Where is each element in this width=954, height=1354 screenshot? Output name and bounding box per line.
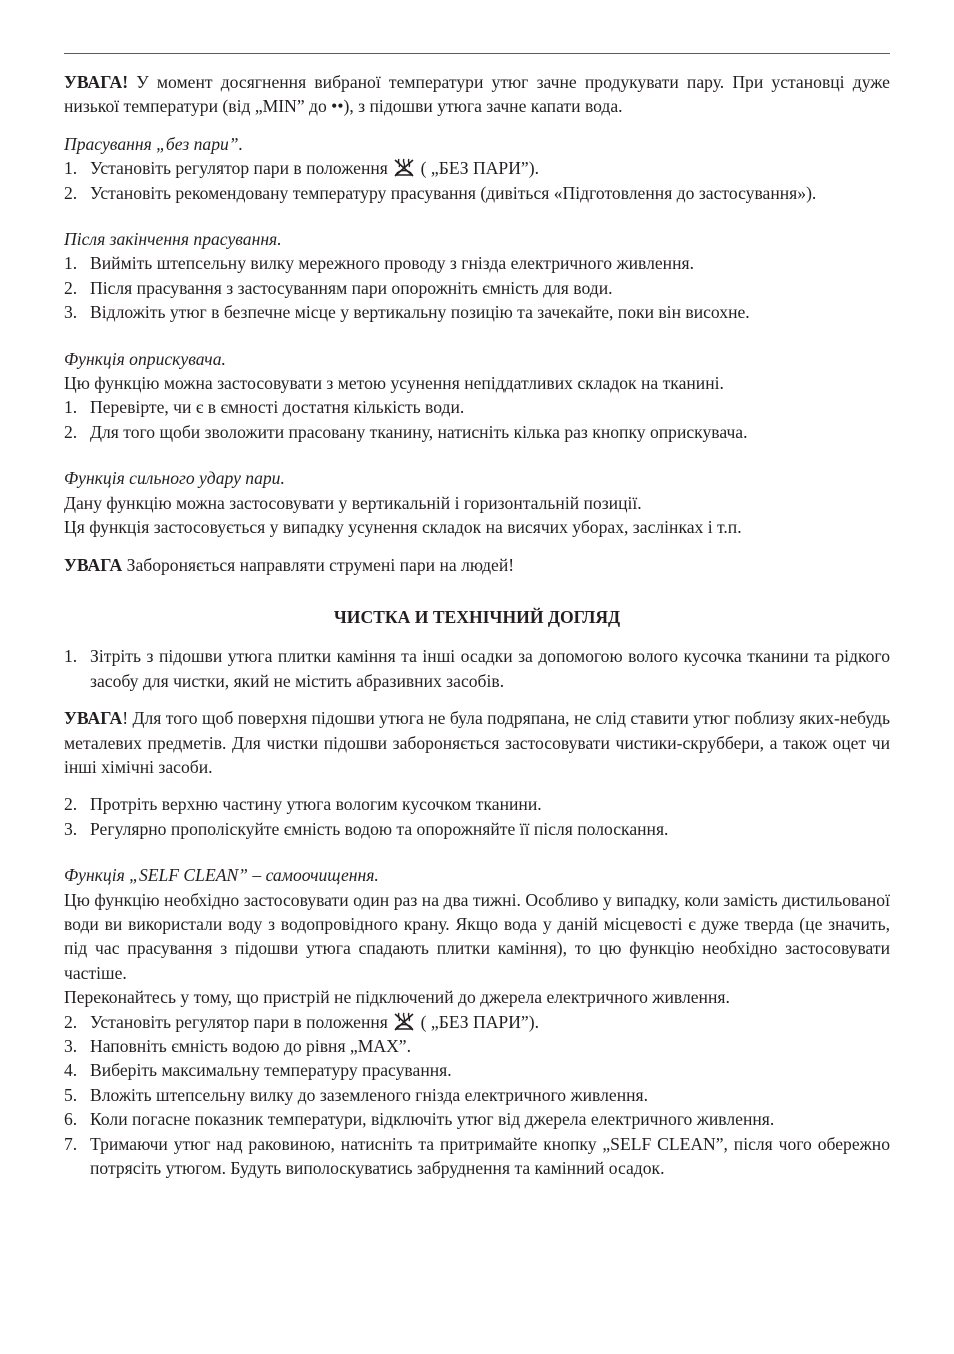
list-text: Вийміть штепсельну вилку мережного проводу з гнізда електричного живлення.	[90, 253, 695, 274]
list-item	[64, 251, 890, 275]
section-heading-cleaning: ЧИСТКА И ТЕХНІЧНИЙ ДОГЛЯД	[333, 606, 621, 627]
section-title-after-ironing: Після закінчення прасування.	[64, 229, 282, 250]
list-item	[64, 300, 890, 324]
list-text: Перевірте, чи є в ємності достатня кількість води.	[90, 397, 465, 418]
after-ironing-list	[64, 251, 890, 324]
list-number: 7.	[64, 1133, 78, 1154]
list-item	[64, 420, 890, 444]
list-number: 5.	[64, 1084, 78, 1105]
list-text: Установіть регулятор пари в положення	[90, 158, 393, 179]
steam-burst-line: Ця функція застосовується у випадку усунення складок на висячих уборах, заслінках і т.п.	[64, 517, 742, 538]
cleaning-list-continued	[64, 792, 890, 841]
list-number: 1.	[64, 158, 78, 179]
list-text: Регулярно прополіскуйте ємність водою та опорожняйте її після полоскання.	[90, 818, 669, 839]
list-number: 2.	[64, 182, 78, 203]
section-title-self-clean: Функція „SELF CLEAN” – самоочищення.	[64, 865, 379, 886]
warning-label: УВАГА!	[64, 72, 129, 92]
list-item	[64, 1107, 890, 1131]
list-item	[64, 395, 890, 419]
dry-ironing-list	[64, 156, 890, 205]
warning-label: УВАГА	[64, 708, 123, 729]
list-number: 2.	[64, 421, 78, 442]
list-item	[64, 1010, 890, 1034]
list-number: 2.	[64, 794, 78, 815]
list-text: Після прасування з застосуванням пари опорожніть ємність для води.	[90, 277, 613, 298]
list-item	[64, 792, 890, 816]
list-text: Протріть верхню частину утюга вологим кусочком тканини.	[90, 794, 542, 815]
self-clean-intro: Цю функцію необхідно застосовувати один раз на два тижні. Особливо у випадку, коли замість дистильованої води ви використали воду з водопровідного крану. Якщо вода у даній місцевості є дуже тверда (це значить, під час прасування з підошви утюга спадають плитки каміння), то цю функцію необхідно застосовувати частіше.	[64, 889, 890, 983]
list-number: 3.	[64, 302, 78, 323]
self-clean-note: Переконайтесь у тому, що пристрій не підключений до джерела електричного живлення.	[64, 987, 730, 1008]
list-item	[64, 1034, 890, 1058]
list-number: 1.	[64, 253, 78, 274]
list-text-suffix: ( „БЕЗ ПАРИ”).	[416, 1011, 539, 1032]
list-number: 2.	[64, 1011, 78, 1032]
warning-paragraph	[64, 553, 890, 577]
list-item	[64, 1083, 890, 1107]
list-item	[64, 156, 890, 180]
list-number: 1.	[64, 646, 78, 667]
section-title-steam-burst: Функція сильного удару пари.	[64, 468, 285, 489]
list-text: Зітріть з підошви утюга плитки каміння та інші осадки за допомогою волого кусочка тканини та рідкого засобу для чистки, який не містить абразивних засобів.	[90, 646, 890, 691]
spray-list	[64, 395, 890, 444]
spray-intro: Цю функцію можна застосовувати з метою усунення непіддатливих складок на тканині.	[64, 373, 724, 394]
list-text: Відложіть утюг в безпечне місце у вертикальну позицію та зачекайте, поки він висохне.	[90, 302, 750, 323]
list-number: 2.	[64, 277, 78, 298]
warning-text: Забороняється направляти струмені пари на людей!	[122, 554, 515, 575]
list-text: Тримаючи утюг над раковиною, натисніть та притримайте кнопку „SELF CLEAN”, після чого обережно потрясіть утюгом. Будуть виполоскуватись забруднення та камінний осадок.	[90, 1133, 890, 1179]
section-title-spray: Функція оприскувача.	[64, 348, 226, 369]
warning-label: УВАГА	[64, 554, 123, 575]
list-item	[64, 817, 890, 841]
list-number: 3.	[64, 818, 78, 839]
list-number: 1.	[64, 397, 78, 418]
section-title-dry-ironing: Прасування „без пари”.	[64, 133, 243, 154]
list-item	[64, 1132, 890, 1181]
list-number: 6.	[64, 1109, 78, 1130]
list-number: 4.	[64, 1060, 78, 1081]
list-item	[64, 181, 890, 205]
no-steam-icon	[392, 1011, 416, 1031]
list-item	[64, 1058, 890, 1082]
no-steam-icon	[392, 157, 416, 177]
list-text: Виберіть максимальну температуру прасування.	[90, 1060, 452, 1081]
warning-paragraph	[64, 70, 890, 119]
list-item	[64, 644, 890, 693]
steam-burst-line: Дану функцію можна застосовувати у вертикальній і горизонтальній позиції.	[64, 492, 642, 513]
warning-text: У момент досягнення вибраної температури утюг зачне продукувати пару. При установці дуже низької температури (від „MIN” до ••), з підошви утюга зачне капати вода.	[64, 72, 890, 117]
list-text: Для того щоби зволожити прасовану тканину, натисніть кілька раз кнопку оприскувача.	[90, 421, 748, 442]
top-rule	[64, 53, 890, 54]
list-number: 3.	[64, 1036, 78, 1056]
self-clean-list	[64, 1010, 890, 1181]
list-text-suffix: ( „БЕЗ ПАРИ”).	[416, 158, 539, 179]
cleaning-list	[64, 644, 890, 693]
document-body	[64, 70, 890, 1180]
warning-text: ! Для того щоб поверхня підошви утюга не була подряпана, не слід ставити утюг поблизу яких-небудь металевих предметів. Для чистки підошви забороняється застосовувати чистики-скруббери, а також оцет чи інші хімічні засоби.	[64, 708, 890, 777]
list-text: Наповніть ємність водою до рівня „MAX”.	[90, 1036, 412, 1056]
list-text: Установіть регулятор пари в положення	[90, 1011, 393, 1032]
list-text: Установіть рекомендовану температуру прасування (дивіться «Підготовлення до застосування»).	[90, 182, 817, 203]
warning-paragraph	[64, 706, 890, 779]
list-text: Вложіть штепсельну вилку до заземленого гнізда електричного живлення.	[90, 1084, 649, 1105]
list-item	[64, 276, 890, 300]
list-text: Коли погасне показник температури, відключіть утюг від джерела електричного живлення.	[90, 1109, 775, 1130]
